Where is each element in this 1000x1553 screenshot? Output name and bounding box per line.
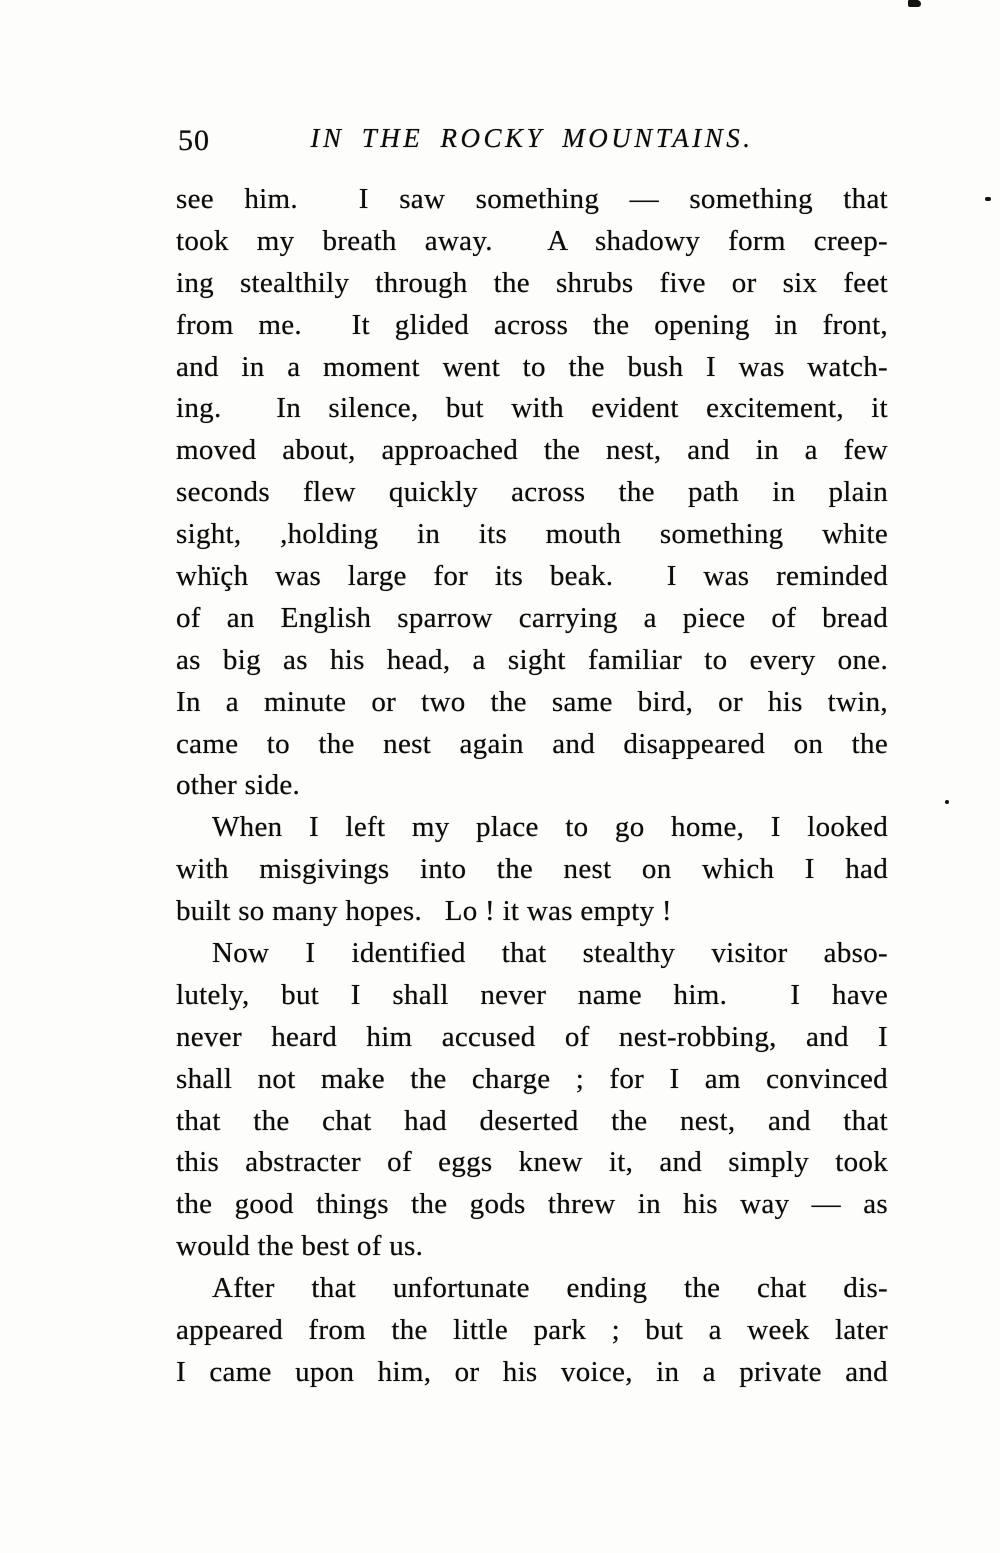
text-line: from me. It glided across the opening in front, [176, 308, 888, 341]
text-line: ing. In silence, but with evident excitement, it [176, 392, 888, 425]
text-line: moved about, approached the nest, and in a few [176, 434, 888, 467]
text-line: whïçh was large for its beak. I was reminded [176, 560, 888, 593]
scan-speck [945, 800, 949, 804]
text-line: never heard him accused of nest-robbing, and I [176, 1020, 888, 1053]
text-line: When I left my place to go home, I looked [212, 811, 888, 844]
text-line: came to the nest again and disappeared on the [176, 727, 888, 760]
text-line: I came upon him, or his voice, in a private and [176, 1355, 888, 1388]
page-number: 50 [178, 124, 210, 157]
scan-speck [908, 0, 921, 7]
text-line: appeared from the little park ; but a week later [176, 1314, 888, 1347]
text-line: that the chat had deserted the nest, and that [176, 1104, 888, 1137]
text-line: took my breath away. A shadowy form creep- [176, 224, 888, 257]
text-line: Now I identified that stealthy visitor abso- [212, 937, 888, 970]
text-line: sight, ,holding in its mouth something white [176, 518, 888, 551]
running-title: IN THE ROCKY MOUNTAINS. [310, 123, 754, 153]
text-line: After that unfortunate ending the chat dis- [212, 1272, 888, 1305]
text-line: lutely, but I shall never name him. I have [176, 978, 888, 1011]
text-line: seconds flew quickly across the path in plain [176, 476, 888, 509]
text-line: see him. I saw something — something that [176, 183, 888, 215]
text-line: built so many hopes. Lo ! it was empty ! [176, 895, 672, 928]
page-header [176, 123, 888, 161]
text-line: this abstracter of eggs knew it, and simply took [176, 1146, 888, 1179]
body-text [176, 179, 888, 1394]
text-line: of an English sparrow carrying a piece of bread [176, 601, 888, 634]
text-line: shall not make the charge ; for I am convinced [176, 1062, 888, 1095]
text-line: other side. [176, 769, 301, 802]
text-line: and in a moment went to the bush I was watch- [176, 350, 888, 383]
scan-speck [985, 197, 991, 201]
text-line: would the best of us. [176, 1230, 424, 1263]
text-line: with misgivings into the nest on which I had [176, 853, 888, 886]
text-line: the good things the gods threw in his way — as [176, 1188, 888, 1221]
text-line: as big as his head, a sight familiar to every one. [176, 643, 888, 676]
text-line: In a minute or two the same bird, or his twin, [176, 685, 888, 718]
text-line: ing stealthily through the shrubs five or six feet [176, 266, 888, 299]
